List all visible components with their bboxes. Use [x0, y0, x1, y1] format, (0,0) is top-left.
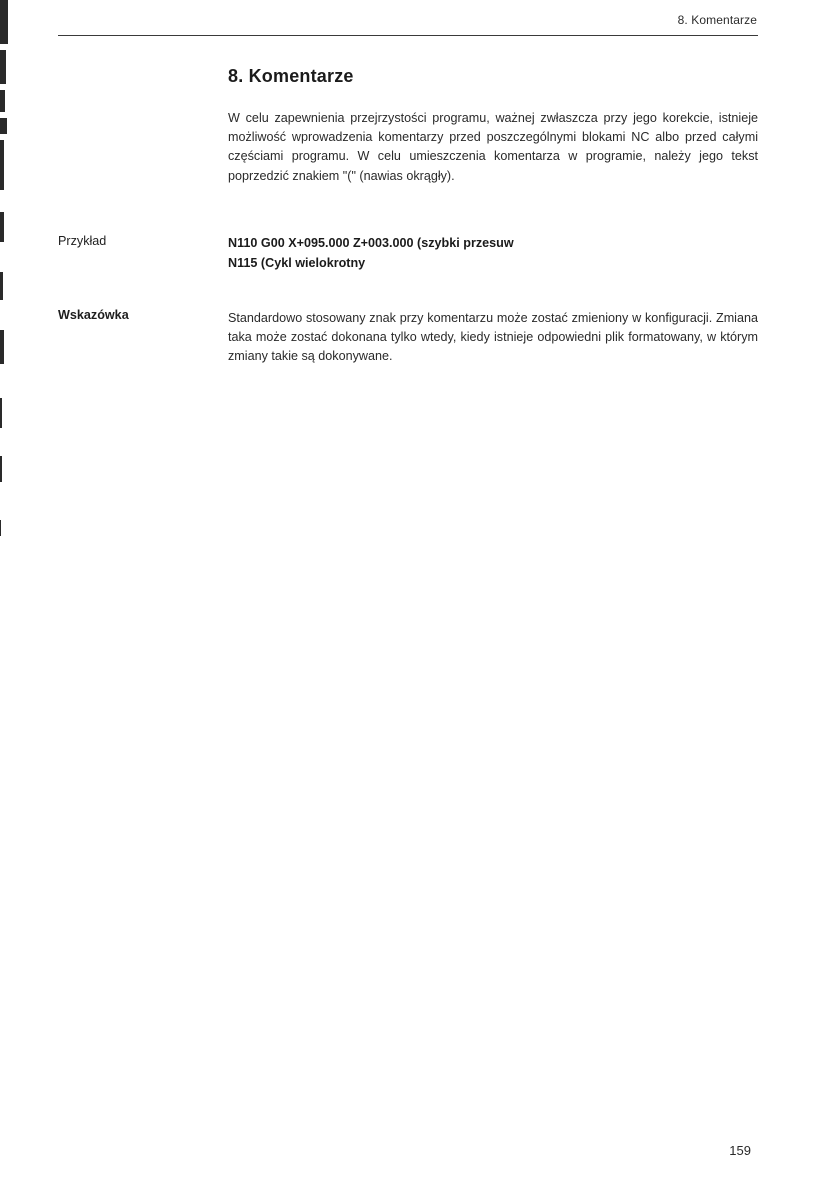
note-label: Wskazówka	[58, 308, 129, 322]
code-line: N115 (Cykl wielokrotny	[228, 255, 366, 270]
note-paragraph: Standardowo stosowany znak przy komentarzu może zostać zmieniony w konfiguracji. Zmiana taka może zostać dokonana tylko wtedy, kiedy istnieje odpowiedni plik formatowany, w którym zmiany takie są dokonywane.	[228, 311, 758, 364]
page-binding-edge	[0, 0, 14, 540]
example-label: Przykład	[58, 234, 107, 248]
running-head: 8. Komentarze	[677, 13, 757, 27]
code-example	[228, 234, 514, 273]
code-line: N110 G00 X+095.000 Z+003.000 (szybki przesuw	[228, 236, 514, 250]
section-title: 8. Komentarze	[228, 66, 354, 86]
intro-paragraph: W celu zapewnienia przejrzystości programu, ważnej zwłaszcza przy jego korekcie, istnieje możliwość wprowadzenia komentarzy przed poszczególnymi blokami NC albo przed całymi częściami programu. W celu umieszczenia komentarza w programie, należy jego tekst poprzedzić znakiem "(" (nawias okrągły).	[228, 111, 758, 183]
page-number: 159	[729, 1143, 751, 1158]
header-rule	[58, 35, 758, 36]
